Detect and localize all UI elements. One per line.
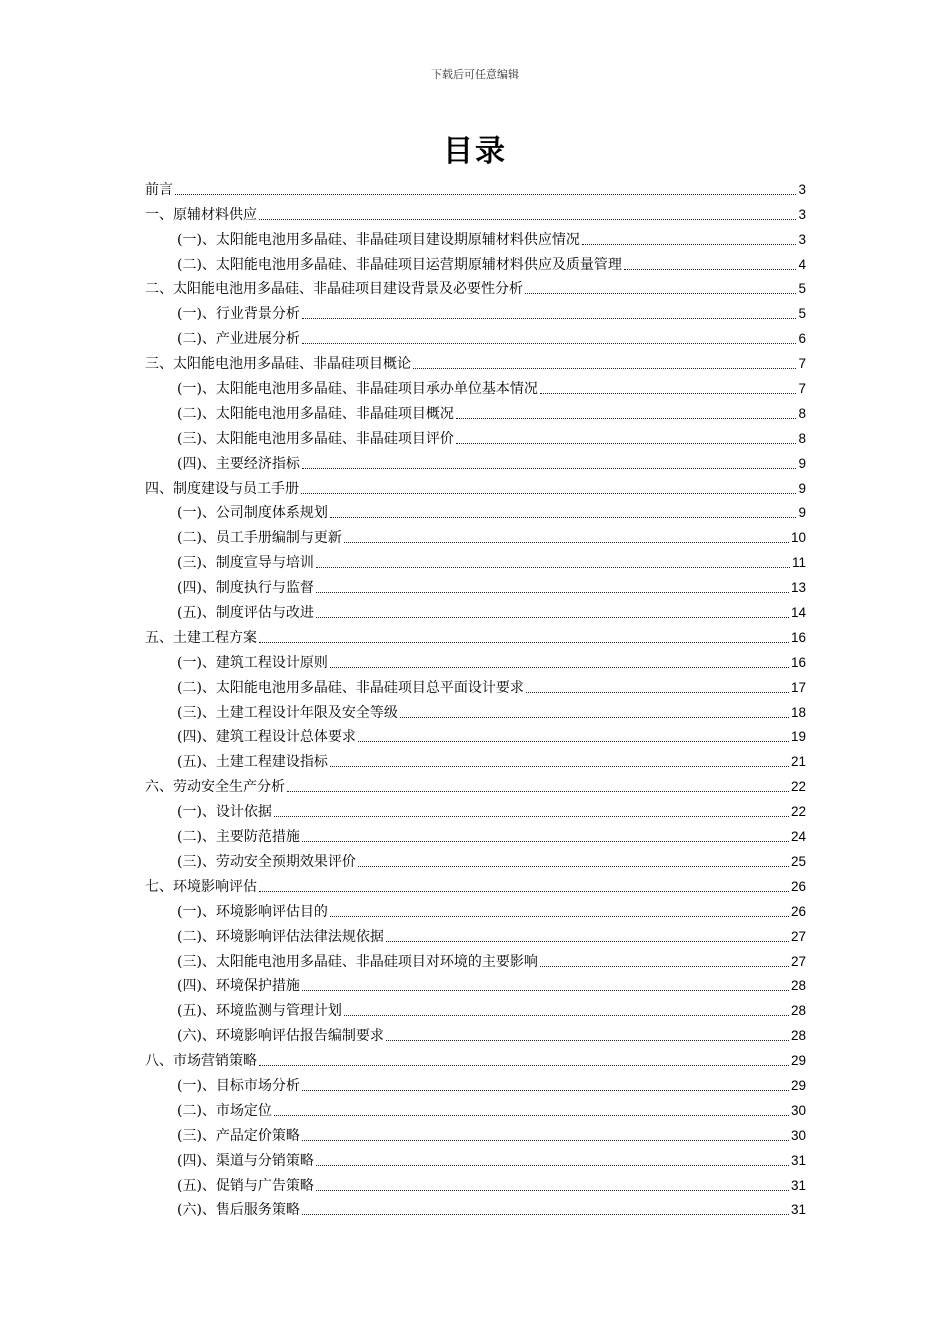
toc-entry-page-number: 29: [790, 1053, 806, 1069]
toc-entry-label: (二)、产业进展分析: [177, 331, 300, 348]
toc-dot-leader: [274, 1115, 789, 1116]
page-header: 下载后可任意编辑: [431, 68, 519, 81]
toc-entry-page-number: 26: [790, 878, 806, 894]
toc-entry-page-number: 28: [790, 978, 806, 994]
toc-entry-label: (三)、产品定价策略: [177, 1127, 300, 1144]
toc-entry-page-number: 16: [790, 629, 806, 645]
toc-dot-leader: [413, 368, 796, 369]
toc-entry-page-number: 28: [790, 1003, 806, 1019]
toc-entry-page-number: 3: [798, 231, 806, 247]
toc-entry-page-number: 13: [790, 580, 806, 596]
page-title: 目录: [443, 134, 507, 169]
toc-entry-label: 二、太阳能电池用多晶硅、非晶硅项目建设背景及必要性分析: [145, 281, 523, 298]
toc-entry-page-number: 4: [798, 256, 806, 272]
toc-entry[interactable]: [145, 771, 806, 796]
toc-entry-label: (四)、环境保护措施: [177, 978, 300, 995]
toc-entry[interactable]: [145, 348, 806, 373]
toc-entry[interactable]: [145, 174, 806, 199]
toc-entry-page-number: 30: [790, 1127, 806, 1143]
toc-dot-leader: [302, 1140, 789, 1141]
toc-dot-leader: [302, 841, 789, 842]
toc-entry-page-number: 27: [790, 953, 806, 969]
toc-entry-label: (四)、建筑工程设计总体要求: [177, 729, 356, 746]
toc-entry-label: 前言: [145, 181, 173, 198]
toc-entry[interactable]: [145, 298, 806, 323]
toc-entry-page-number: 19: [790, 729, 806, 745]
toc-entry[interactable]: [145, 722, 806, 747]
toc-entry[interactable]: [145, 821, 806, 846]
toc-entry-page-number: 9: [798, 480, 806, 496]
toc-entry-label: (二)、环境影响评估法律法规依据: [177, 928, 384, 945]
toc-entry-label: (一)、太阳能电池用多晶硅、非晶硅项目承办单位基本情况: [177, 381, 538, 398]
toc-entry-label: (一)、环境影响评估目的: [177, 903, 328, 920]
toc-entry-label: 八、市场营销策略: [145, 1053, 257, 1070]
toc-entry-label: 七、环境影响评估: [145, 878, 257, 895]
toc-entry-label: (一)、建筑工程设计原则: [177, 654, 328, 671]
toc-entry[interactable]: [145, 697, 806, 722]
toc-entry-label: (二)、太阳能电池用多晶硅、非晶硅项目概况: [177, 405, 454, 422]
toc-entry[interactable]: [145, 1195, 806, 1220]
toc-dot-leader: [259, 219, 796, 220]
toc-entry[interactable]: [145, 1020, 806, 1045]
toc-dot-leader: [624, 269, 797, 270]
toc-entry[interactable]: [145, 921, 806, 946]
toc-entry-label: 三、太阳能电池用多晶硅、非晶硅项目概论: [145, 356, 411, 373]
toc-entry-page-number: 17: [790, 679, 806, 695]
toc-entry[interactable]: [145, 796, 806, 821]
toc-entry[interactable]: [145, 1095, 806, 1120]
toc-entry-page-number: 18: [790, 704, 806, 720]
toc-entry-label: (五)、土建工程建设指标: [177, 754, 328, 771]
toc-entry-page-number: 22: [790, 779, 806, 795]
toc-entry-label: 六、劳动安全生产分析: [145, 779, 285, 796]
toc-dot-leader: [274, 816, 789, 817]
toc-entry[interactable]: [145, 622, 806, 647]
toc-entry-page-number: 7: [798, 381, 806, 397]
toc-entry-page-number: 5: [798, 306, 806, 322]
toc-dot-leader: [302, 990, 789, 991]
toc-entry[interactable]: [145, 896, 806, 921]
toc-dot-leader: [400, 717, 789, 718]
toc-entry[interactable]: [145, 398, 806, 423]
toc-dot-leader: [302, 343, 797, 344]
toc-dot-leader: [358, 866, 789, 867]
toc-entry-page-number: 11: [791, 555, 806, 571]
toc-entry-page-number: 10: [790, 530, 806, 546]
toc-entry[interactable]: [145, 249, 806, 274]
toc-entry-label: (一)、设计依据: [177, 804, 272, 821]
toc-entry[interactable]: [145, 373, 806, 398]
toc-entry-label: (四)、制度执行与监督: [177, 580, 314, 597]
toc-entry[interactable]: [145, 498, 806, 523]
toc-dot-leader: [301, 493, 796, 494]
toc-entry[interactable]: [145, 547, 806, 572]
toc-dot-leader: [316, 617, 789, 618]
toc-entry-label: (四)、渠道与分销策略: [177, 1152, 314, 1169]
toc-dot-leader: [316, 1190, 789, 1191]
toc-dot-leader: [302, 468, 797, 469]
toc-dot-leader: [386, 941, 789, 942]
toc-entry[interactable]: [145, 423, 806, 448]
toc-dot-leader: [330, 766, 789, 767]
toc-dot-leader: [525, 293, 796, 294]
toc-dot-leader: [302, 1090, 789, 1091]
toc-entry-page-number: 27: [790, 928, 806, 944]
toc-dot-leader: [259, 1065, 789, 1066]
toc-dot-leader: [386, 1040, 789, 1041]
toc-entry[interactable]: [145, 199, 806, 224]
toc-entry[interactable]: [145, 1070, 806, 1095]
toc-entry-label: (三)、太阳能电池用多晶硅、非晶硅项目评价: [177, 430, 454, 447]
toc-entry-label: (二)、市场定位: [177, 1102, 272, 1119]
toc-entry-label: (二)、主要防范措施: [177, 829, 300, 846]
toc-dot-leader: [316, 592, 789, 593]
toc-entry[interactable]: [145, 871, 806, 896]
toc-entry-page-number: 3: [798, 206, 806, 222]
toc-entry-page-number: 31: [790, 1202, 806, 1218]
toc-entry-label: 一、原辅材料供应: [145, 206, 257, 223]
toc-entry-page-number: 21: [790, 754, 806, 770]
toc-entry-label: (五)、促销与广告策略: [177, 1177, 314, 1194]
toc-entry[interactable]: [145, 971, 806, 996]
toc-entry-label: (三)、太阳能电池用多晶硅、非晶硅项目对环境的主要影响: [177, 953, 538, 970]
toc-dot-leader: [540, 393, 797, 394]
toc-entry-label: (二)、员工手册编制与更新: [177, 530, 342, 547]
toc-entry-label: (五)、环境监测与管理计划: [177, 1003, 342, 1020]
toc-entry-page-number: 8: [798, 405, 806, 421]
toc-entry-label: (三)、制度宣导与培训: [177, 555, 314, 572]
toc-entry-label: (二)、太阳能电池用多晶硅、非晶硅项目运营期原辅材料供应及质量管理: [177, 256, 622, 273]
toc-dot-leader: [175, 194, 796, 195]
toc-entry[interactable]: [145, 572, 806, 597]
toc-dot-leader: [287, 791, 789, 792]
toc-entry-label: (一)、太阳能电池用多晶硅、非晶硅项目建设期原辅材料供应情况: [177, 231, 580, 248]
toc-entry[interactable]: [145, 1045, 806, 1070]
toc-entry-label: (四)、主要经济指标: [177, 455, 300, 472]
toc-entry-page-number: 7: [798, 356, 806, 372]
toc-entry-label: (三)、土建工程设计年限及安全等级: [177, 704, 398, 721]
toc-dot-leader: [259, 642, 789, 643]
toc-dot-leader: [316, 567, 790, 568]
toc-entry[interactable]: [145, 522, 806, 547]
toc-entry[interactable]: [145, 1170, 806, 1195]
toc-entry-label: (二)、太阳能电池用多晶硅、非晶硅项目总平面设计要求: [177, 679, 524, 696]
toc-entry-label: (一)、目标市场分析: [177, 1077, 300, 1094]
toc-entry-label: (六)、环境影响评估报告编制要求: [177, 1028, 384, 1045]
toc-entry-page-number: 6: [798, 331, 806, 347]
toc-entry-page-number: 24: [790, 829, 806, 845]
toc-entry[interactable]: [145, 473, 806, 498]
toc-entry-label: (三)、劳动安全预期效果评价: [177, 853, 356, 870]
toc-entry-label: (一)、行业背景分析: [177, 306, 300, 323]
toc-entry-page-number: 16: [790, 654, 806, 670]
toc-entry[interactable]: [145, 1120, 806, 1145]
toc-entry-page-number: 5: [798, 281, 806, 297]
toc-dot-leader: [456, 418, 797, 419]
toc-dot-leader: [259, 891, 789, 892]
toc-dot-leader: [330, 517, 797, 518]
toc-entry-label: 四、制度建设与员工手册: [145, 480, 299, 497]
toc-dot-leader: [330, 916, 789, 917]
toc-dot-leader: [456, 443, 797, 444]
toc-entry[interactable]: [145, 946, 806, 971]
toc-entry[interactable]: [145, 672, 806, 697]
toc-entry[interactable]: [145, 597, 806, 622]
toc-entry-page-number: 31: [790, 1177, 806, 1193]
toc-entry[interactable]: [145, 647, 806, 672]
toc-entry[interactable]: [145, 224, 806, 249]
toc-entry[interactable]: [145, 274, 806, 299]
toc-dot-leader: [540, 966, 789, 967]
toc-entry-page-number: 9: [798, 455, 806, 471]
toc-entry-label: (一)、公司制度体系规划: [177, 505, 328, 522]
toc-entry[interactable]: [145, 995, 806, 1020]
toc-dot-leader: [358, 741, 789, 742]
toc-entry-page-number: 9: [798, 505, 806, 521]
toc-dot-leader: [330, 667, 789, 668]
toc-entry-label: 五、土建工程方案: [145, 629, 257, 646]
toc-entry-page-number: 28: [790, 1028, 806, 1044]
toc-entry-page-number: 30: [790, 1102, 806, 1118]
toc-entry[interactable]: [145, 1145, 806, 1170]
toc-entry-page-number: 14: [790, 605, 806, 621]
toc-entry-page-number: 8: [798, 430, 806, 446]
toc-dot-leader: [344, 1015, 789, 1016]
toc-entry[interactable]: [145, 448, 806, 473]
toc-dot-leader: [316, 1165, 789, 1166]
toc-entry-page-number: 3: [798, 181, 806, 197]
toc-entry[interactable]: [145, 846, 806, 871]
toc-dot-leader: [582, 244, 797, 245]
toc-entry-page-number: 22: [790, 804, 806, 820]
toc-entry-label: (六)、售后服务策略: [177, 1202, 300, 1219]
toc-entry-label: (五)、制度评估与改进: [177, 605, 314, 622]
toc-dot-leader: [526, 692, 789, 693]
toc-entry[interactable]: [145, 746, 806, 771]
toc-entry-page-number: 26: [790, 903, 806, 919]
toc-entry-page-number: 31: [790, 1152, 806, 1168]
toc-entry-page-number: 25: [790, 853, 806, 869]
toc-dot-leader: [344, 542, 789, 543]
table-of-contents: [145, 174, 806, 1219]
toc-dot-leader: [302, 1214, 789, 1215]
toc-entry[interactable]: [145, 323, 806, 348]
toc-dot-leader: [302, 318, 797, 319]
toc-entry-page-number: 29: [790, 1077, 806, 1093]
